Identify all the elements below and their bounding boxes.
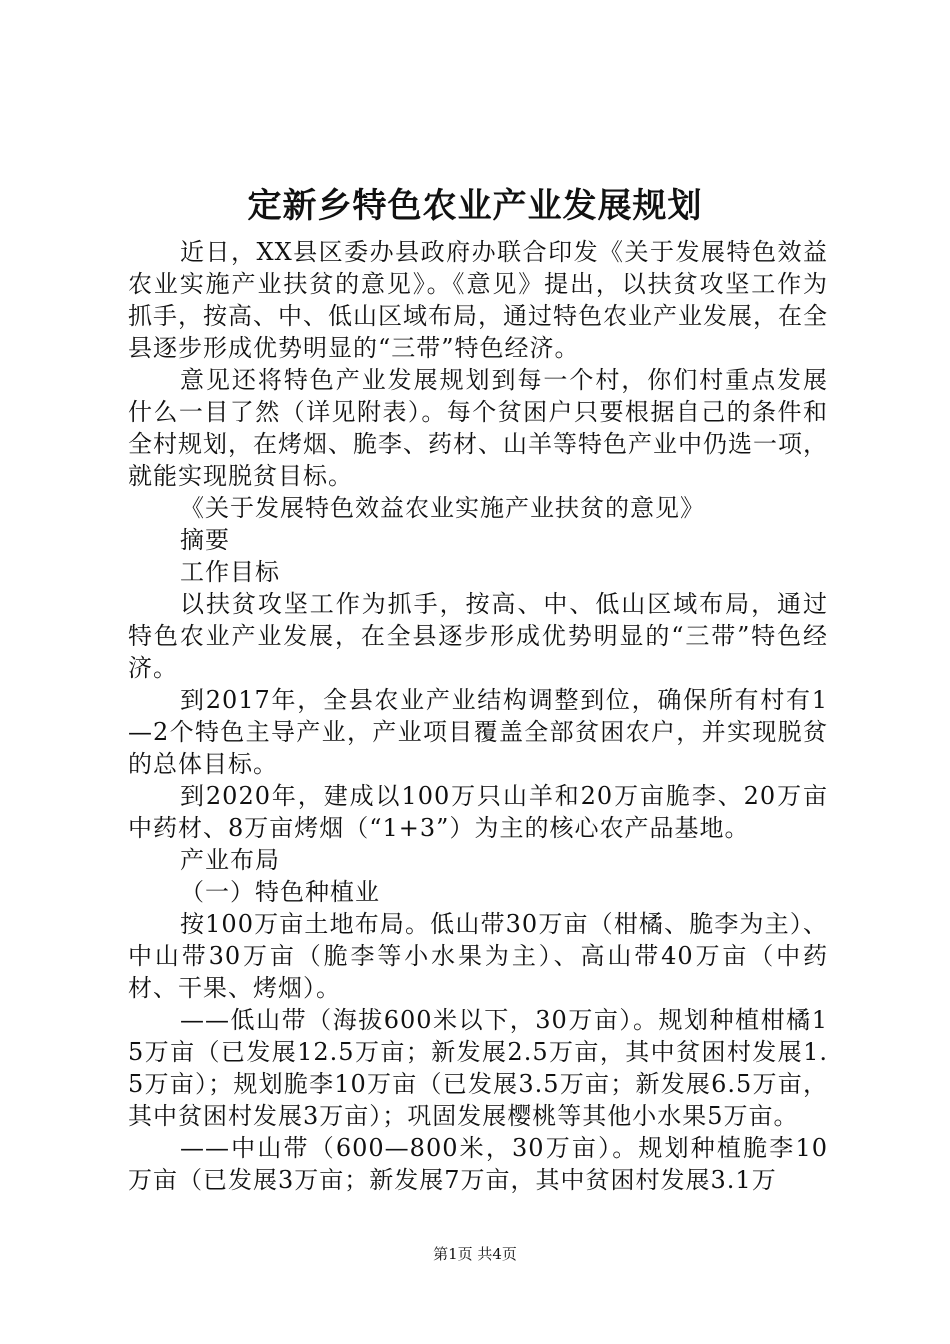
paragraph-layout-heading: 产业布局 — [180, 846, 280, 874]
paragraph-2017-target: 到2017年，全县农业产业结构调整到位，确保所有村有1—2个特色主导产业，产业项目覆盖全部贫困农户，并实现脱贫的总体目标。 — [128, 686, 828, 778]
paragraph-intro: 近日，XX县区委办县政府办联合印发《关于发展特色效益农业实施产业扶贫的意见》。《意见》提出，以扶贫攻坚工作为抓手，按高、中、低山区域布局，通过特色农业产业发展，在全县逐步形成优势明显的“三带”特色经济。 — [128, 238, 828, 362]
document-body — [128, 236, 828, 1196]
paragraph-land-layout: 按100万亩土地布局。低山带30万亩（柑橘、脆李为主）、中山带30万亩（脆李等小水果为主）、高山带40万亩（中药材、干果、烤烟）。 — [128, 910, 828, 1002]
paragraph-plan: 意见还将特色产业发展规划到每一个村，你们村重点发展什么一目了然（详见附表）。每个贫困户只要根据自己的条件和全村规划，在烤烟、脆李、药材、山羊等特色产业中仍选一项，就能实现脱贫目标。 — [128, 366, 828, 490]
paragraph-2020-target: 到2020年，建成以100万只山羊和20万亩脆李、20万亩中药材、8万亩烤烟（“1+3”）为主的核心农产品基地。 — [128, 782, 828, 842]
page-title: 定新乡特色农业产业发展规划 — [247, 186, 703, 226]
paragraph-planting-heading: （一）特色种植业 — [180, 878, 380, 906]
paragraph-opinion-title: 《关于发展特色效益农业实施产业扶贫的意见》 — [180, 494, 705, 522]
page-footer: 第1页 共4页 — [433, 1245, 517, 1263]
paragraph-goal: 以扶贫攻坚工作为抓手，按高、中、低山区域布局，通过特色农业产业发展，在全县逐步形成优势明显的“三带”特色经济。 — [128, 590, 828, 682]
paragraph-goal-heading: 工作目标 — [180, 558, 280, 586]
paragraph-low-mountain: ——低山带（海拔600米以下，30万亩）。规划种植柑橘15万亩（已发展12.5万亩；新发展2.5万亩，其中贫困村发展1.5万亩）；规划脆李10万亩（已发展3.5万亩；新发展6.5万亩，其中贫困村发展3万亩）；巩固发展樱桃等其他小水果5万亩。 — [128, 1006, 828, 1130]
paragraph-mid-mountain: ——中山带（600—800米，30万亩）。规划种植脆李10万亩（已发展3万亩；新发展7万亩，其中贫困村发展3.1万 — [128, 1134, 828, 1194]
paragraph-abstract-heading: 摘要 — [180, 526, 230, 554]
